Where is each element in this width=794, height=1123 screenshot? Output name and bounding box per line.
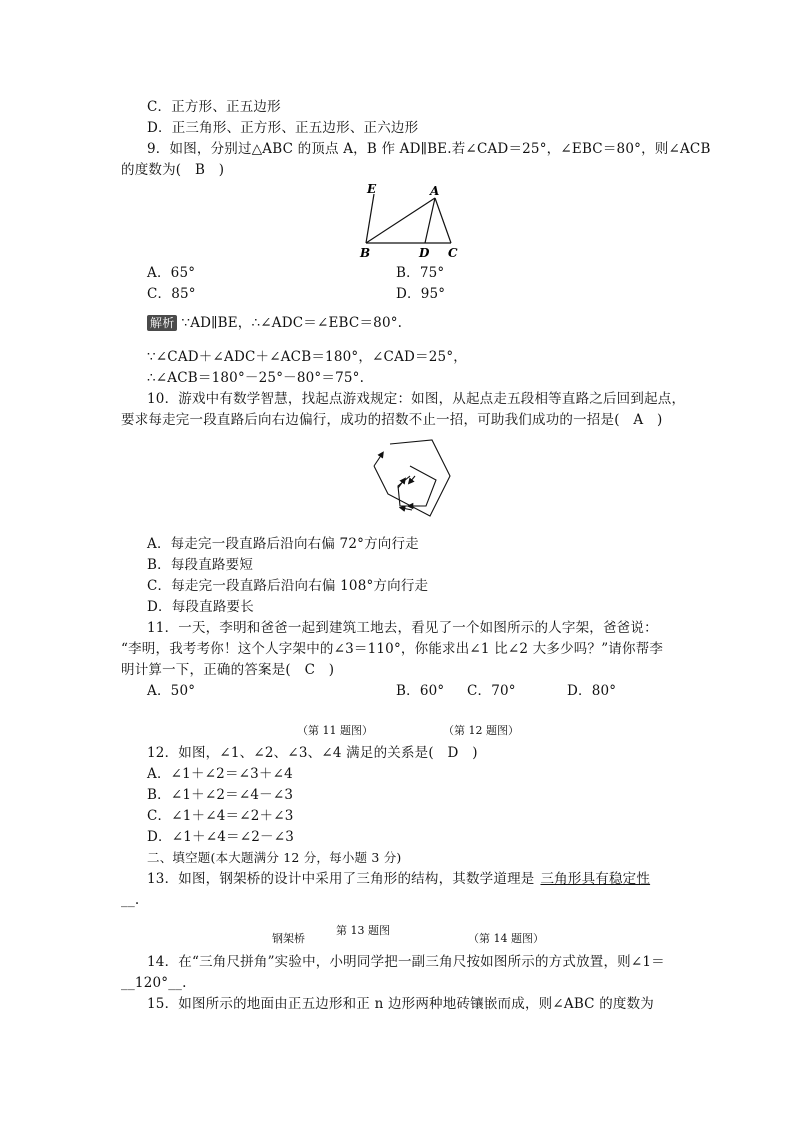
caption-fig13-bridge: 钢架桥 — [272, 932, 305, 945]
caption-fig12: （第 12 题图） — [443, 724, 519, 737]
q10-option-d: D．每段直路要长 — [147, 599, 254, 615]
label-a: A — [430, 184, 440, 198]
q11-option-b: B．60° — [396, 683, 445, 699]
q10-option-b: B．每段直路要短 — [147, 557, 254, 573]
q10-stem-line1: 10．游戏中有数学智慧，找起点游戏规定：如图，从起点走五段相等直路之后回到起点， — [147, 391, 686, 407]
q12-option-a: A．∠1＋∠2＝∠3＋∠4 — [147, 766, 293, 782]
q9-option-c: C．85° — [147, 286, 196, 302]
q9-analysis-line2: ∵∠CAD＋∠ADC＋∠ACB＝180°，∠CAD＝25°， — [147, 349, 467, 365]
caption-fig14: （第 14 题图） — [468, 932, 544, 945]
q12-option-d: D．∠1＋∠4＝∠2－∠3 — [147, 829, 295, 845]
q11-stem-line2: “李明，我考考你！这个人字架中的∠3＝110°，你能求出∠1 比∠2 大多少吗？”请你帮李 — [121, 641, 664, 657]
q11-stem-line3: 明计算一下，正确的答案是( C ) — [121, 662, 335, 678]
q10-option-a: A．每走完一段直路后沿向右偏 72°方向行走 — [147, 536, 419, 552]
q13-stem-line2: __. — [121, 892, 140, 908]
q9-option-a: A．65° — [147, 265, 196, 281]
section-2-heading: 二、填空题(本大题满分 12 分，每小题 3 分) — [147, 850, 402, 865]
q11-stem-line1: 11．一天，李明和爸爸一起到建筑工地去，看见了一个如图所示的人字架，爸爸说： — [147, 620, 658, 636]
label-c: C — [448, 246, 458, 260]
label-d: D — [419, 246, 430, 260]
q10-pentagon-path-figure — [360, 436, 460, 526]
q9-analysis-line3: ∴∠ACB＝180°－25°－80°＝75°. — [147, 370, 365, 386]
q9-analysis-line1 — [147, 314, 402, 332]
q9-triangle-figure — [355, 182, 465, 260]
q9-option-b: B．75° — [396, 265, 445, 281]
q12-stem: 12．如图，∠1、∠2、∠3、∠4 满足的关系是( D ) — [147, 745, 478, 761]
q10-stem-line2: 要求每走完一段直路后向右边偏行，成功的招数不止一招，可助我们成功的一招是( A ) — [121, 412, 663, 428]
q9-stem-line1: 9．如图，分别过△ABC 的顶点 A，B 作 AD∥BE.若∠CAD＝25°，∠EBC＝80°，则∠ACB — [147, 141, 711, 157]
q13-answer: 三角形具有稳定性 — [540, 871, 651, 887]
q8-option-d: D．正三角形、正方形、正五边形、正六边形 — [147, 120, 419, 136]
label-e: E — [367, 182, 377, 196]
q9-option-d: D．95° — [396, 286, 446, 302]
q13-stem-text: 13．如图，钢架桥的设计中采用了三角形的结构，其数学道理是 — [147, 871, 535, 887]
label-b: B — [360, 246, 371, 260]
q11-option-a: A．50° — [147, 683, 196, 699]
q15-stem: 15．如图所示的地面由正五边形和正 n 边形两种地砖镶嵌而成，则∠ABC 的度数为 — [147, 996, 655, 1012]
q13-stem-line1 — [147, 870, 650, 888]
caption-fig11: （第 11 题图） — [297, 724, 373, 737]
q8-option-c: C．正方形、正五边形 — [147, 99, 281, 115]
q12-option-c: C．∠1＋∠4＝∠2＋∠3 — [147, 808, 294, 824]
analysis-text: ∵AD∥BE，∴∠ADC＝∠EBC＝80°. — [181, 315, 403, 331]
q14-answer-line: __120°__. — [121, 975, 187, 991]
q10-option-c: C．每走完一段直路后沿向右偏 108°方向行走 — [147, 578, 429, 594]
caption-fig13: 第 13 题图 — [336, 924, 390, 937]
q11-option-d: D．80° — [567, 683, 617, 699]
q12-option-b: B．∠1＋∠2＝∠4－∠3 — [147, 787, 294, 803]
q11-option-c: C．70° — [467, 683, 516, 699]
analysis-badge: 解析 — [147, 315, 177, 331]
q14-stem-line1: 14．在“三角尺拼角”实验中，小明同学把一副三角尺按如图所示的方式放置，则∠1＝ — [147, 954, 665, 970]
q9-stem-line2: 的度数为( B ) — [121, 162, 225, 178]
